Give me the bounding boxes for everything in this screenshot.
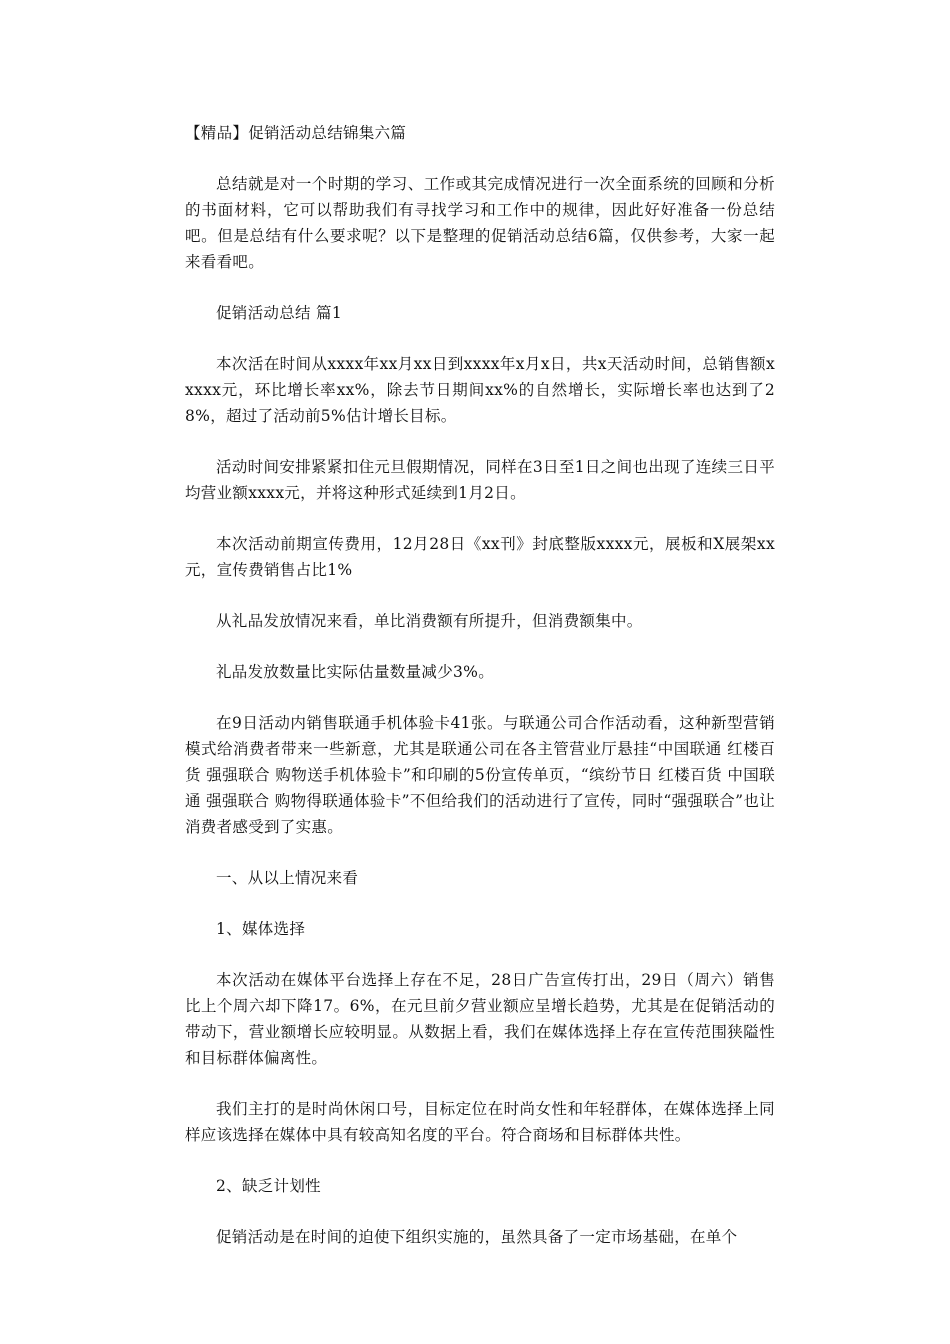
paragraph-media-shortcomings: 本次活动在媒体平台选择上存在不足，28日广告宣传打出，29日（周六）销售比上个周六却下降17。6%，在元旦前夕营业额应呈增长趋势，尤其是在促销活动的带动下，营业额增长应较明显。从数据上看，我们在媒体选择上存在宣传范围狭隘性和目标群体偏离性。	[185, 971, 775, 1067]
paragraph-sales-summary: 本次活在时间从xxxx年xx月xx日到xxxx年x月x日，共x天活动时间，总销售额xxxxx元，环比增长率xx%，除去节日期间xx%的自然增长，实际增长率也达到了28%，超过了活动前5%估计增长目标。	[185, 355, 775, 425]
paragraph-holiday-schedule: 活动时间安排紧紧扣住元旦假期情况，同样在3日至1日之间也出现了连续三日平均营业额xxxx元，并将这种形式延续到1月2日。	[185, 458, 775, 502]
paragraph-gift-distribution: 从礼品发放情况来看，单比消费额有所提升，但消费额集中。	[216, 612, 643, 630]
paragraph-gift-quantity: 礼品发放数量比实际估量数量减少3%。	[216, 663, 494, 681]
paragraph-planning: 促销活动是在时间的迫使下组织实施的，虽然具备了一定市场基础，在单个	[216, 1228, 738, 1246]
document-title: 【精品】促销活动总结锦集六篇	[185, 124, 407, 142]
subheading-lack-of-planning: 2、缺乏计划性	[216, 1177, 321, 1195]
paragraph-intro: 总结就是对一个时期的学习、工作或其完成情况进行一次全面系统的回顾和分析的书面材料，它可以帮助我们有寻找学习和工作中的规律，因此好好准备一份总结吧。但是总结有什么要求呢？以下是整理的促销活动总结6篇，仅供参考，大家一起来看看吧。	[185, 175, 775, 271]
paragraph-target-audience: 我们主打的是时尚休闲口号，目标定位在时尚女性和年轻群体，在媒体选择上同样应该选择在媒体中具有较高知名度的平台。符合商场和目标群体共性。	[185, 1100, 775, 1144]
section-heading-analysis: 一、从以上情况来看	[216, 869, 359, 887]
document-body	[185, 120, 775, 1250]
paragraph-unicom-cooperation: 在9日活动内销售联通手机体验卡41张。与联通公司合作活动看，这种新型营销模式给消费者带来一些新意，尤其是联通公司在各主管营业厅悬挂“中国联通 红楼百货 强强联合 购物送手机体验卡”和印刷的5份宣传单页，“缤纷节日 红楼百货 中国联通 强强联合 购物得联通体验卡”不但给我们的活动进行了宣传，同时“强强联合”也让消费者感受到了实惠。	[185, 714, 775, 836]
paragraph-promo-costs: 本次活动前期宣传费用，12月28日《xx刊》封底整版xxxx元，展板和X展架xx元，宣传费销售占比1%	[185, 535, 775, 579]
subheading-media-selection: 1、媒体选择	[216, 920, 306, 938]
section-heading-part1: 促销活动总结 篇1	[216, 304, 342, 322]
